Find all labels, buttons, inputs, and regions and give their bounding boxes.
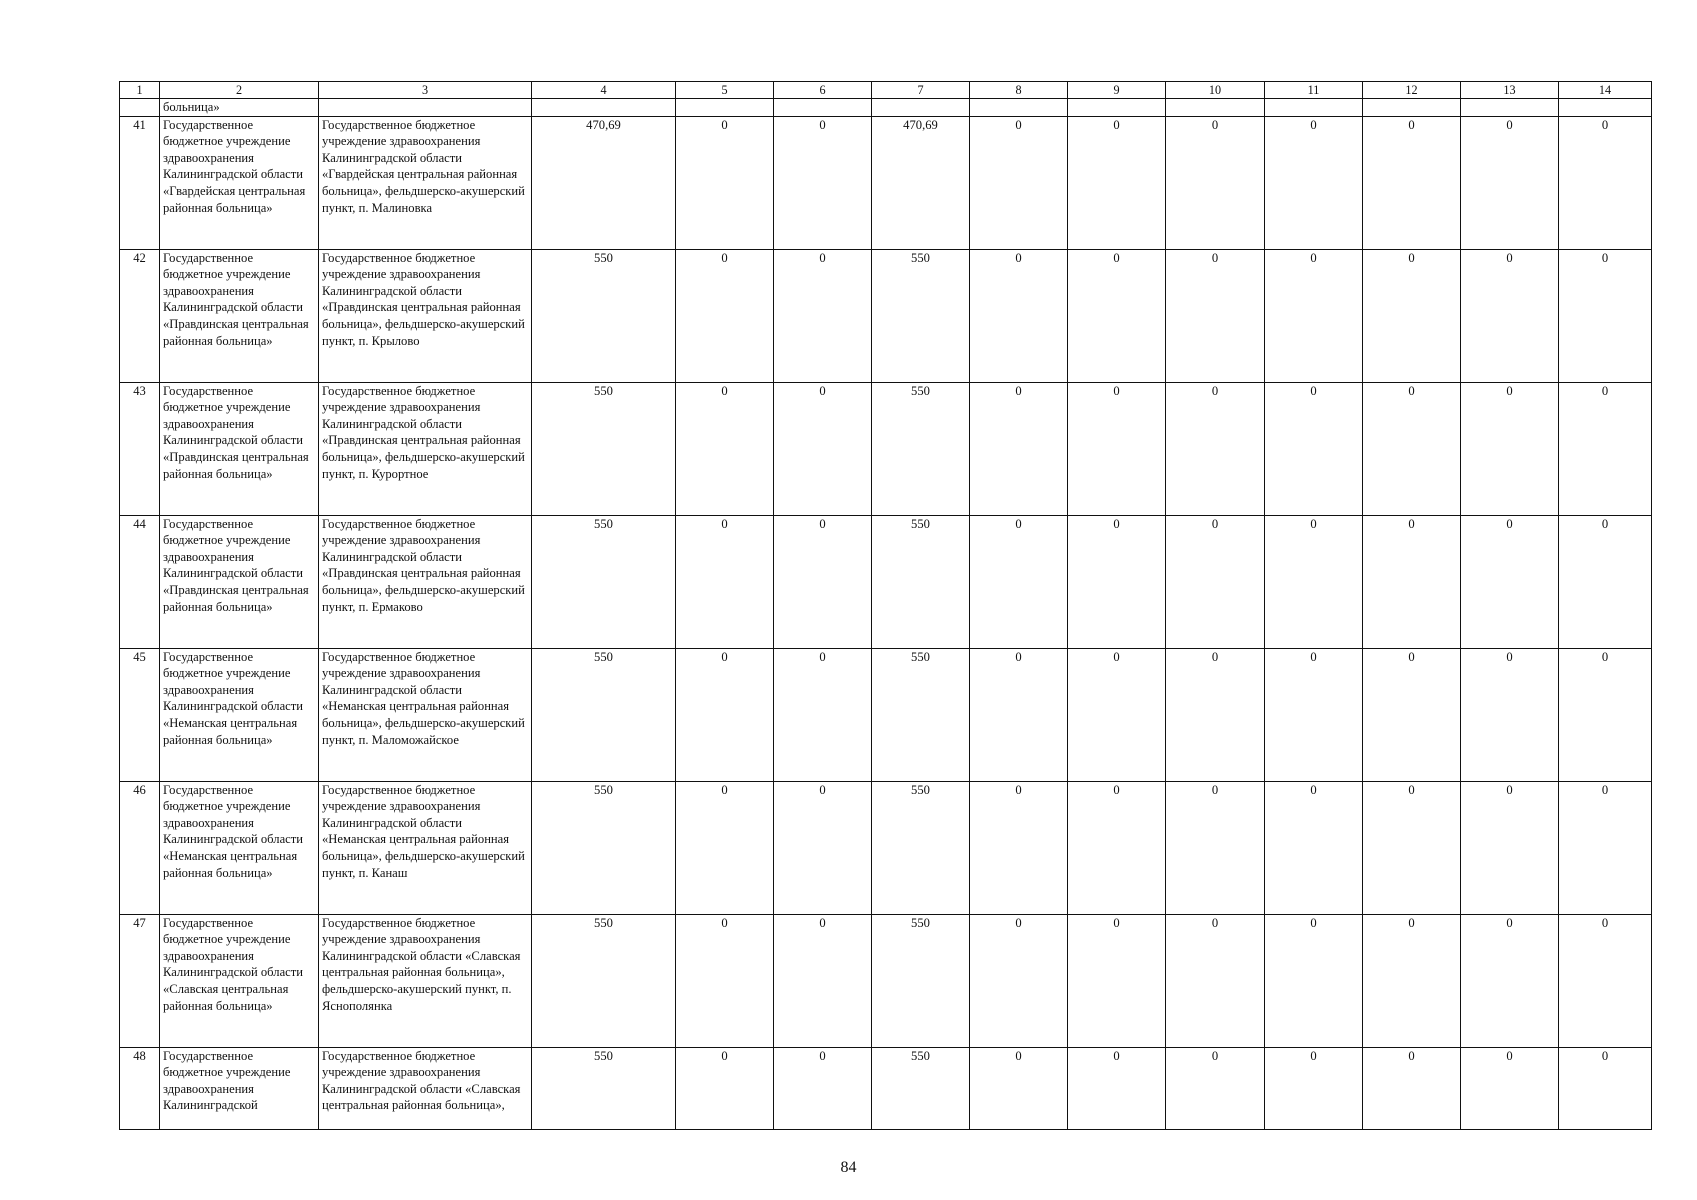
- row-number-cell: 43: [120, 382, 160, 515]
- value-cell: 0: [1461, 781, 1559, 914]
- value-cell: 0: [1559, 382, 1652, 515]
- value-cell: 470,69: [872, 116, 970, 249]
- table-row: [120, 116, 1652, 249]
- facility-cell: Государственное бюджетное учреждение здравоохранения Калининградской области «Славская центральная районная больница», фельдшерско-акушерский пункт, п. Яснополянка: [319, 914, 532, 1047]
- value-cell: 0: [1461, 515, 1559, 648]
- value-cell: 550: [532, 1047, 676, 1129]
- table-row: [120, 914, 1652, 1047]
- value-cell: 0: [970, 249, 1068, 382]
- column-header: 11: [1265, 82, 1363, 99]
- value-cell: 0: [1068, 781, 1166, 914]
- value-cell: 0: [1068, 648, 1166, 781]
- value-cell: 0: [970, 648, 1068, 781]
- organization-cell: Государственное бюджетное учреждение здравоохранения Калининградской области «Правдинская центральная районная больница»: [160, 249, 319, 382]
- value-cell: 0: [774, 1047, 872, 1129]
- value-cell: 0: [1265, 1047, 1363, 1129]
- row-number-cell: 44: [120, 515, 160, 648]
- column-header: 1: [120, 82, 160, 99]
- column-header: 3: [319, 82, 532, 99]
- value-cell: 0: [1166, 382, 1265, 515]
- facility-cell: Государственное бюджетное учреждение здравоохранения Калининградской области «Неманская центральная районная больница», фельдшерско-акушерский пункт, п. Маломожайское: [319, 648, 532, 781]
- value-cell: 0: [970, 781, 1068, 914]
- column-header: 10: [1166, 82, 1265, 99]
- column-header: 14: [1559, 82, 1652, 99]
- column-header: 12: [1363, 82, 1461, 99]
- value-cell: 550: [532, 781, 676, 914]
- value-cell: 0: [1363, 648, 1461, 781]
- organization-cell: Государственное бюджетное учреждение здравоохранения Калининградской: [160, 1047, 319, 1129]
- facility-cell: Государственное бюджетное учреждение здравоохранения Калининградской области «Славская центральная районная больница»,: [319, 1047, 532, 1129]
- table-row: [120, 1047, 1652, 1129]
- value-cell: 0: [1166, 648, 1265, 781]
- table-row: [120, 515, 1652, 648]
- value-cell: 550: [872, 648, 970, 781]
- value-cell: 0: [1166, 1047, 1265, 1129]
- organization-cell: Государственное бюджетное учреждение здравоохранения Калининградской области «Неманская центральная районная больница»: [160, 781, 319, 914]
- table-row: [120, 781, 1652, 914]
- value-cell: 0: [1166, 914, 1265, 1047]
- value-cell: 0: [1068, 249, 1166, 382]
- value-cell: 0: [1166, 116, 1265, 249]
- value-cell: 550: [532, 648, 676, 781]
- value-cell: 0: [1068, 515, 1166, 648]
- value-cell: 0: [970, 116, 1068, 249]
- value-cell: 0: [970, 914, 1068, 1047]
- value-cell: 0: [1461, 1047, 1559, 1129]
- table-row: [120, 382, 1652, 515]
- value-cell: 0: [1461, 914, 1559, 1047]
- value-cell: 0: [1265, 648, 1363, 781]
- column-header: 13: [1461, 82, 1559, 99]
- column-header: 7: [872, 82, 970, 99]
- facility-cell: Государственное бюджетное учреждение здравоохранения Калининградской области «Правдинская центральная районная больница», фельдшерско-акушерский пункт, п. Крылово: [319, 249, 532, 382]
- row-number-cell: 41: [120, 116, 160, 249]
- value-cell: 0: [1265, 249, 1363, 382]
- value-cell: 0: [1166, 781, 1265, 914]
- value-cell: 0: [1363, 382, 1461, 515]
- facility-cell: Государственное бюджетное учреждение здравоохранения Калининградской области «Неманская центральная районная больница», фельдшерско-акушерский пункт, п. Канаш: [319, 781, 532, 914]
- value-cell: 0: [774, 382, 872, 515]
- value-cell: 0: [1265, 914, 1363, 1047]
- value-cell: 0: [676, 648, 774, 781]
- value-cell: 0: [1265, 382, 1363, 515]
- value-cell: 550: [532, 382, 676, 515]
- value-cell: 550: [872, 914, 970, 1047]
- value-cell: 550: [872, 382, 970, 515]
- page-number: 84: [840, 1159, 857, 1176]
- facility-cell: Государственное бюджетное учреждение здравоохранения Калининградской области «Правдинская центральная районная больница», фельдшерско-акушерский пункт, п. Ермаково: [319, 515, 532, 648]
- value-cell: 0: [1363, 1047, 1461, 1129]
- continuation-text: больница»: [160, 99, 319, 117]
- data-table: [119, 81, 1652, 1130]
- value-cell: 550: [532, 914, 676, 1047]
- value-cell: 550: [872, 1047, 970, 1129]
- value-cell: 0: [1068, 382, 1166, 515]
- value-cell: 550: [532, 515, 676, 648]
- value-cell: 0: [1068, 914, 1166, 1047]
- value-cell: 0: [676, 914, 774, 1047]
- value-cell: 0: [676, 116, 774, 249]
- column-header: 5: [676, 82, 774, 99]
- table-row: [120, 249, 1652, 382]
- value-cell: 550: [872, 249, 970, 382]
- value-cell: 0: [1461, 249, 1559, 382]
- value-cell: 0: [1559, 648, 1652, 781]
- column-header: 4: [532, 82, 676, 99]
- value-cell: 0: [1363, 116, 1461, 249]
- value-cell: 0: [774, 781, 872, 914]
- value-cell: 0: [1265, 781, 1363, 914]
- value-cell: 0: [1461, 382, 1559, 515]
- value-cell: 0: [774, 249, 872, 382]
- facility-cell: Государственное бюджетное учреждение здравоохранения Калининградской области «Правдинская центральная районная больница», фельдшерско-акушерский пункт, п. Курортное: [319, 382, 532, 515]
- column-header: 6: [774, 82, 872, 99]
- value-cell: 0: [1068, 116, 1166, 249]
- value-cell: 550: [872, 781, 970, 914]
- value-cell: 0: [970, 1047, 1068, 1129]
- value-cell: 0: [1559, 914, 1652, 1047]
- organization-cell: Государственное бюджетное учреждение здравоохранения Калининградской области «Неманская центральная районная больница»: [160, 648, 319, 781]
- row-number-cell: 48: [120, 1047, 160, 1129]
- value-cell: 0: [1363, 249, 1461, 382]
- row-number-cell: 47: [120, 914, 160, 1047]
- value-cell: 0: [774, 914, 872, 1047]
- column-header: 8: [970, 82, 1068, 99]
- value-cell: 0: [970, 515, 1068, 648]
- row-number-cell: 45: [120, 648, 160, 781]
- column-header: 9: [1068, 82, 1166, 99]
- value-cell: 0: [774, 515, 872, 648]
- value-cell: 0: [676, 781, 774, 914]
- organization-cell: Государственное бюджетное учреждение здравоохранения Калининградской области «Гвардейская центральная районная больница»: [160, 116, 319, 249]
- value-cell: 0: [774, 116, 872, 249]
- value-cell: 0: [1559, 249, 1652, 382]
- organization-cell: Государственное бюджетное учреждение здравоохранения Калининградской области «Правдинская центральная районная больница»: [160, 382, 319, 515]
- table-row: [120, 648, 1652, 781]
- value-cell: 0: [1363, 914, 1461, 1047]
- value-cell: 0: [676, 249, 774, 382]
- value-cell: 0: [1559, 515, 1652, 648]
- value-cell: 0: [676, 1047, 774, 1129]
- value-cell: 0: [1166, 249, 1265, 382]
- value-cell: 470,69: [532, 116, 676, 249]
- organization-cell: Государственное бюджетное учреждение здравоохранения Калининградской области «Славская центральная районная больница»: [160, 914, 319, 1047]
- value-cell: 0: [1559, 116, 1652, 249]
- column-number-header-row: [120, 82, 1652, 99]
- value-cell: 0: [1363, 781, 1461, 914]
- value-cell: 0: [1461, 648, 1559, 781]
- value-cell: 0: [1265, 515, 1363, 648]
- facility-cell: Государственное бюджетное учреждение здравоохранения Калининградской области «Гвардейская центральная районная больница», фельдшерско-акушерский пункт, п. Малиновка: [319, 116, 532, 249]
- value-cell: 0: [676, 382, 774, 515]
- organization-cell: Государственное бюджетное учреждение здравоохранения Калининградской области «Правдинская центральная районная больница»: [160, 515, 319, 648]
- value-cell: 0: [1559, 781, 1652, 914]
- continuation-row: [120, 99, 1652, 117]
- value-cell: 0: [1363, 515, 1461, 648]
- value-cell: 550: [872, 515, 970, 648]
- table-body: [120, 99, 1652, 1130]
- value-cell: 0: [774, 648, 872, 781]
- value-cell: 0: [1068, 1047, 1166, 1129]
- value-cell: 0: [1265, 116, 1363, 249]
- row-number-cell: 42: [120, 249, 160, 382]
- value-cell: 0: [676, 515, 774, 648]
- value-cell: 0: [1166, 515, 1265, 648]
- column-header: 2: [160, 82, 319, 99]
- value-cell: 0: [970, 382, 1068, 515]
- value-cell: 550: [532, 249, 676, 382]
- value-cell: 0: [1559, 1047, 1652, 1129]
- value-cell: 0: [1461, 116, 1559, 249]
- row-number-cell: 46: [120, 781, 160, 914]
